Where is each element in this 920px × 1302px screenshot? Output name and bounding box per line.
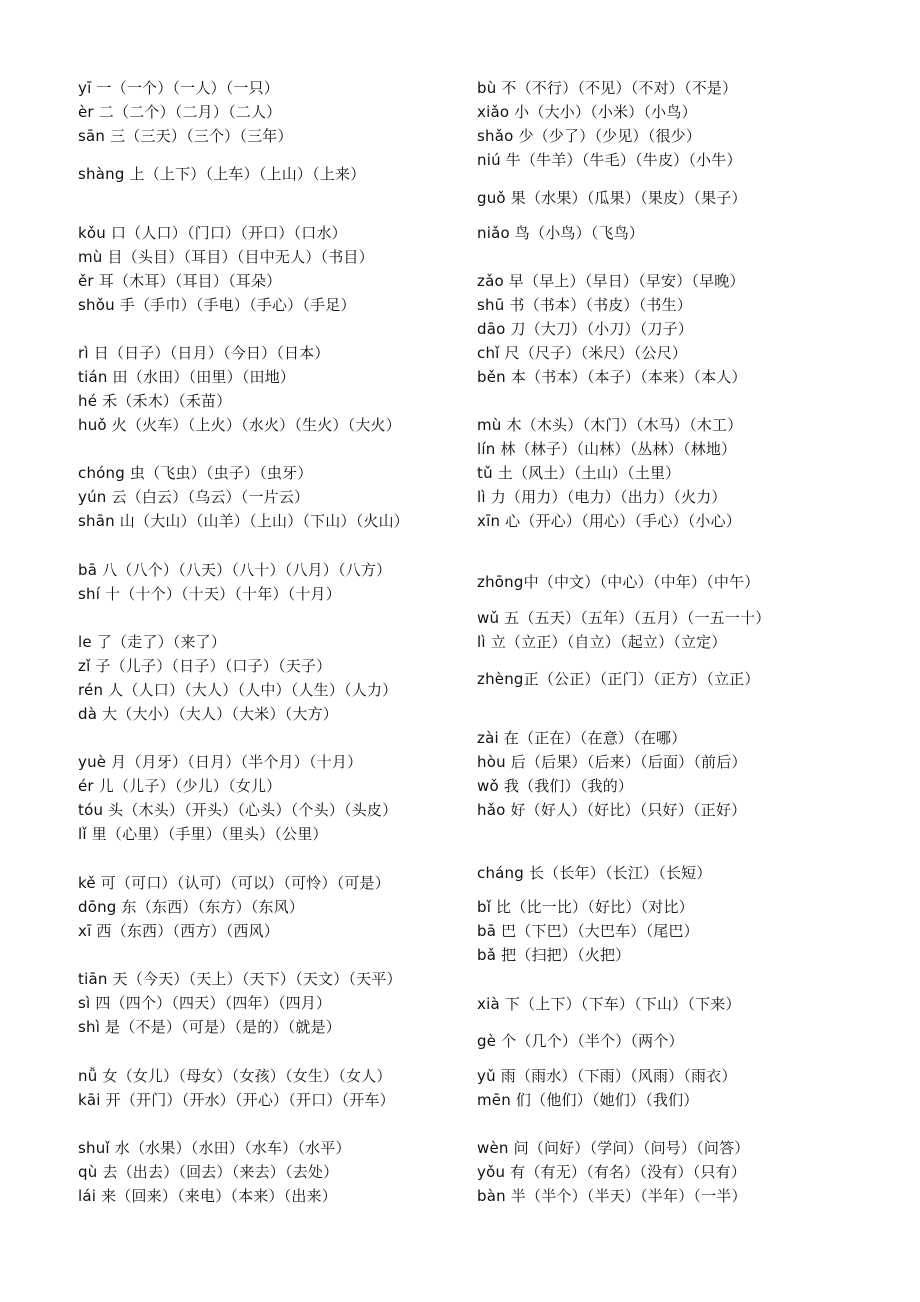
entry-er-ear: ěr 耳（木耳）（耳目）（耳朵） [78, 272, 282, 290]
entry-san: sān 三（三天）（三个）（三年） [78, 127, 293, 145]
entry-ba-hold: bǎ 把（扫把）（火把） [477, 946, 631, 964]
entry-guo: guǒ 果（水果）（瓜果）（果皮）（果子） [477, 189, 747, 207]
entry-ba-eight: bā 八（八个）（八天）（八十）（八月）（八方） [78, 561, 392, 579]
entry-he: hé 禾（禾木）（禾苗） [78, 392, 232, 410]
entry-chong: chóng 虫（飞虫）（虫子）（虫牙） [78, 464, 313, 482]
entry-shou: shǒu 手（手巾）（手电）（手心）（手足） [78, 296, 356, 314]
entry-er-child: ér 儿（儿子）（少儿）（女儿） [78, 777, 282, 795]
entry-xia: xià 下（上下）（下车）（下山）（下来） [477, 995, 741, 1013]
entry-ke: kě 可（可口）（认可）（可以）（可怜）（可是） [78, 874, 390, 892]
entry-da: dà 大（大小）（大人）（大米）（大方） [78, 705, 338, 723]
entry-wen: wèn 问（问好）（学问）（问号）（问答） [477, 1139, 750, 1157]
entry-huo: huǒ 火（火车）（上火）（水火）（生火）（大火） [78, 416, 401, 434]
entry-yue: yuè 月（月牙）（日月）（半个月）（十月） [78, 753, 363, 771]
entry-bi: bǐ 比（比一比）（好比）（对比） [477, 898, 694, 916]
entry-yi: yī 一（一个）（一人）（一只） [78, 79, 280, 97]
entry-si: sì 四（四个）（四天）（四年）（四月） [78, 994, 332, 1012]
entry-tou: tóu 头（木头）（开头）（心头）（个头）（头皮） [78, 801, 398, 819]
entry-niu: niú 牛（牛羊）（牛毛）（牛皮）（小牛） [477, 151, 742, 169]
entry-zhong: zhōng中（中文）（中心）（中年）（中午） [477, 573, 760, 591]
entry-le: le 了（走了）（来了） [78, 633, 227, 651]
entry-xin: xīn 心（开心）（用心）（手心）（小心） [477, 512, 742, 530]
entry-wo: wǒ 我（我们）（我的） [477, 777, 634, 795]
entry-mu-wood: mù 木（木头）（木门）（木马）（木工） [477, 416, 743, 434]
entry-xi: xī 西（东西）（西方）（西风） [78, 922, 280, 940]
entry-shao: shǎo 少（少了）（少见）（很少） [477, 127, 702, 145]
entry-zi: zǐ 子（儿子）（日子）（口子）（天子） [78, 657, 332, 675]
entry-xiao: xiǎo 小（大小）（小米）（小鸟） [477, 103, 697, 121]
entry-shi-is: shì 是（不是）（可是）（是的）（就是） [78, 1018, 341, 1036]
entry-shui: shuǐ 水（水果）（水田）（水车）（水平） [78, 1139, 351, 1157]
entry-hou: hòu 后（后果）（后来）（后面）（前后） [477, 753, 747, 771]
entry-zao: zǎo 早（早上）（早日）（早安）（早晚） [477, 272, 745, 290]
entry-ri: rì 日（日子）（日月）（今日）（日本） [78, 344, 330, 362]
entry-bu: bù 不（不行）（不见）（不对）（不是） [477, 79, 738, 97]
entry-li-inside: lǐ 里（心里）（手里）（里头）（公里） [78, 825, 328, 843]
entry-dao: dāo 刀（大刀）（小刀）（刀子） [477, 320, 694, 338]
entry-shang: shàng 上（上下）（上车）（上山）（上来） [78, 165, 366, 183]
entry-men: mēn 们（他们）（她们）（我们） [477, 1091, 699, 1109]
entry-li-strength: lì 力（用力）（电力）（出力）（火力） [477, 488, 727, 506]
entry-ben: běn 本（书本）（本子）（本来）（本人） [477, 368, 747, 386]
entry-shan: shān 山（大山）（山羊）（上山）（下山）（火山） [78, 512, 409, 530]
entry-nv: nǚ 女（女儿）（母女）（女孩）（女生）（女人） [78, 1067, 392, 1085]
entry-ge: gè 个（几个）（半个）（两个） [477, 1032, 684, 1050]
entry-you: yǒu 有（有无）（有名）（没有）（只有） [477, 1163, 747, 1181]
entry-hao: hǎo 好（好人）（好比）（只好）（正好） [477, 801, 747, 819]
entry-tian-sky: tiān 天（今天）（天上）（天下）（天文）（天平） [78, 970, 402, 988]
entry-chang: cháng 长（长年）（长江）（长短） [477, 864, 712, 882]
entry-er: èr 二（二个）（二月）（二人） [78, 103, 282, 121]
entry-kou: kǒu 口（人口）（门口）（开口）（口水） [78, 224, 347, 242]
entry-chi: chǐ 尺（尺子）（米尺）（公尺） [477, 344, 688, 362]
entry-tian-field: tián 田（水田）（田里）（田地） [78, 368, 296, 386]
entry-dong: dōng 东（东西）（东方）（东风） [78, 898, 305, 916]
entry-lin: lín 林（林子）（山林）（丛林）（林地） [477, 440, 737, 458]
entry-niao: niǎo 鸟（小鸟）（飞鸟） [477, 224, 645, 242]
entry-ren: rén 人（人口）（大人）（人中）（人生）（人力） [78, 681, 398, 699]
entry-wu: wǔ 五（五天）（五年）（五月）（一五一十） [477, 609, 771, 627]
entry-shi-ten: shí 十（十个）（十天）（十年）（十月） [78, 585, 341, 603]
entry-ba-ba: bā 巴（下巴）（大巴车）（尾巴） [477, 922, 699, 940]
entry-ban: bàn 半（半个）（半天）（半年）（一半） [477, 1187, 747, 1205]
entry-yu: yǔ 雨（雨水）（下雨）（风雨）（雨衣） [477, 1067, 737, 1085]
entry-shu: shū 书（书本）（书皮）（书生） [477, 296, 692, 314]
entry-yun: yún 云（白云）（乌云）（一片云） [78, 488, 310, 506]
entry-lai: lái 来（回来）（来电）（本来）（出来） [78, 1187, 337, 1205]
entry-zai: zài 在（正在）（在意）（在哪） [477, 729, 687, 747]
entry-mu: mù 目（头目）（耳目）（目中无人）（书目） [78, 248, 374, 266]
entry-kai: kāi 开（开门）（开水）（开心）（开口）（开车） [78, 1091, 395, 1109]
entry-zheng: zhèng正（公正）（正门）（正方）（立正） [477, 670, 760, 688]
entry-li-stand: lì 立（立正）（自立）（起立）（立定） [477, 633, 727, 651]
entry-tu: tǔ 土（风土）（土山）（土里） [477, 464, 681, 482]
entry-qu: qù 去（出去）（回去）（来去）（去处） [78, 1163, 339, 1181]
